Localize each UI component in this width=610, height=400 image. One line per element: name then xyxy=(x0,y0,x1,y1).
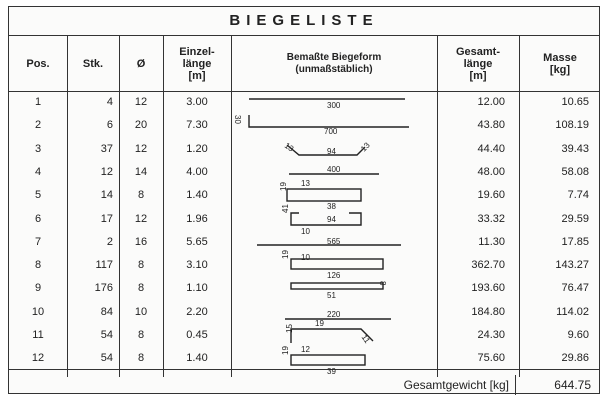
row-length: 1.40 xyxy=(186,189,208,202)
row-total-length: 48.00 xyxy=(477,165,505,178)
dimension-label: 11 xyxy=(359,333,372,345)
row-total-length: 11.30 xyxy=(478,235,505,248)
row-pos: 10 xyxy=(31,305,45,318)
row-total-length: 44.40 xyxy=(477,142,505,155)
row-mass: 39.43 xyxy=(561,142,589,155)
row-total-length: 75.60 xyxy=(477,352,505,365)
row-total-length: 193.60 xyxy=(471,282,505,295)
row-mass: 29.59 xyxy=(561,212,589,225)
header-masse: Masse [kg] xyxy=(543,52,577,76)
dimension-label: 94 xyxy=(327,147,336,156)
dimension-label: 19 xyxy=(281,346,290,355)
dimension-label: 12 xyxy=(301,345,310,354)
dimension-label: 94 xyxy=(327,215,336,224)
row-mass: 29.86 xyxy=(561,352,589,365)
row-diameter: 10 xyxy=(134,305,148,318)
row-mass: 143.27 xyxy=(555,259,589,272)
dimension-label: 19 xyxy=(279,182,288,191)
dimension-label: 565 xyxy=(327,237,341,246)
row-diameter: 8 xyxy=(137,259,145,272)
row-diameter: 12 xyxy=(134,96,148,108)
row-pos: 12 xyxy=(31,352,45,365)
row-mass: 10.65 xyxy=(561,96,589,108)
row-mass: 9.60 xyxy=(567,329,589,341)
row-pos: 6 xyxy=(34,212,42,225)
header-einzellaenge: Einzel- länge [m] xyxy=(179,46,215,82)
dimension-label: 126 xyxy=(327,271,341,280)
dimension-label: 51 xyxy=(327,291,336,300)
row-quantity: 37 xyxy=(100,142,113,155)
bending-shapes xyxy=(9,7,601,395)
dimension-label: 220 xyxy=(327,310,341,319)
row-total-length: 184.80 xyxy=(471,305,505,318)
dimension-label: 13 xyxy=(359,140,372,154)
row-quantity: 176 xyxy=(94,282,113,295)
page-title: BIEGELISTE xyxy=(9,7,599,36)
row-pos: 9 xyxy=(34,282,42,295)
row-quantity: 54 xyxy=(100,329,113,341)
row-length: 1.96 xyxy=(186,212,208,225)
dimension-label: 8 xyxy=(378,281,387,286)
row-length: 1.10 xyxy=(186,282,208,295)
dimension-label: 19 xyxy=(315,319,324,328)
row-mass: 76.47 xyxy=(561,282,589,295)
dimension-label: 30 xyxy=(233,115,242,124)
dimension-label: 400 xyxy=(327,165,341,174)
dimension-label: 19 xyxy=(281,250,290,259)
dimension-label: 700 xyxy=(324,127,338,136)
row-quantity: 2 xyxy=(106,235,113,248)
row-pos: 3 xyxy=(34,142,42,155)
header-diameter: Ø xyxy=(136,58,146,70)
row-total-length: 24.30 xyxy=(477,329,505,341)
row-total-length: 19.60 xyxy=(477,189,505,202)
row-diameter: 12 xyxy=(134,142,148,155)
header-stk: Stk. xyxy=(82,58,104,70)
row-pos: 11 xyxy=(32,329,44,341)
shape-stirrup xyxy=(291,283,383,289)
total-weight-value: 644.75 xyxy=(554,378,591,392)
header-gesamtlaenge: Gesamt- länge [m] xyxy=(455,46,501,82)
row-mass: 7.74 xyxy=(567,189,589,202)
row-quantity: 117 xyxy=(95,259,113,272)
bending-schedule-sheet xyxy=(8,6,600,394)
shape-open-stirrup xyxy=(291,213,361,225)
shape-hook xyxy=(249,115,409,127)
row-diameter: 12 xyxy=(134,212,148,225)
dimension-label: 15 xyxy=(285,324,294,333)
row-length: 1.20 xyxy=(186,142,208,155)
row-diameter: 14 xyxy=(134,165,148,178)
row-total-length: 12.00 xyxy=(477,96,505,108)
row-diameter: 8 xyxy=(137,352,145,365)
row-length: 0.45 xyxy=(186,329,208,341)
dimension-label: 13 xyxy=(301,179,310,188)
row-quantity: 12 xyxy=(100,165,113,178)
row-pos: 1 xyxy=(34,96,42,108)
row-diameter: 8 xyxy=(137,329,145,341)
row-mass: 17.85 xyxy=(561,235,589,248)
dimension-label: 39 xyxy=(327,367,336,376)
header-pos: Pos. xyxy=(26,58,50,70)
dimension-label: 38 xyxy=(327,202,336,211)
row-pos: 2 xyxy=(34,119,42,132)
row-length: 3.10 xyxy=(186,259,208,272)
row-diameter: 8 xyxy=(137,189,145,202)
row-length: 5.65 xyxy=(186,235,208,248)
shape-stirrup xyxy=(291,355,365,365)
row-pos: 8 xyxy=(34,259,42,272)
dimension-label: 300 xyxy=(327,101,341,110)
dimension-label: 41 xyxy=(281,204,290,213)
row-quantity: 14 xyxy=(100,189,113,202)
row-mass: 114.02 xyxy=(556,305,589,318)
row-diameter: 8 xyxy=(137,282,145,295)
header-biegeform: Bemaßte Biegeform (unmaßstäblich) xyxy=(286,52,382,75)
row-length: 3.00 xyxy=(186,96,208,108)
row-total-length: 362.70 xyxy=(471,259,505,272)
shape-stirrup xyxy=(287,189,361,201)
row-quantity: 17 xyxy=(100,212,113,225)
row-length: 2.20 xyxy=(186,305,208,318)
row-length: 7.30 xyxy=(186,119,208,132)
total-weight-label: Gesamtgewicht [kg] xyxy=(403,378,509,392)
row-pos: 7 xyxy=(34,235,42,248)
row-pos: 5 xyxy=(34,189,42,202)
row-diameter: 16 xyxy=(134,235,148,248)
row-length: 4.00 xyxy=(186,165,208,178)
row-quantity: 54 xyxy=(100,352,113,365)
row-total-length: 43.80 xyxy=(477,119,505,132)
dimension-label: 10 xyxy=(301,227,310,236)
row-quantity: 4 xyxy=(106,96,113,108)
row-length: 1.40 xyxy=(186,352,208,365)
row-total-length: 33.32 xyxy=(477,212,505,225)
row-mass: 108.19 xyxy=(555,119,589,132)
row-mass: 58.08 xyxy=(561,165,589,178)
dimension-label: 10 xyxy=(301,253,310,262)
dimension-label: 13 xyxy=(282,141,296,154)
shape-trough xyxy=(287,145,365,155)
row-quantity: 84 xyxy=(100,305,113,318)
row-quantity: 6 xyxy=(106,119,113,132)
row-pos: 4 xyxy=(34,165,42,178)
row-diameter: 20 xyxy=(134,119,148,132)
